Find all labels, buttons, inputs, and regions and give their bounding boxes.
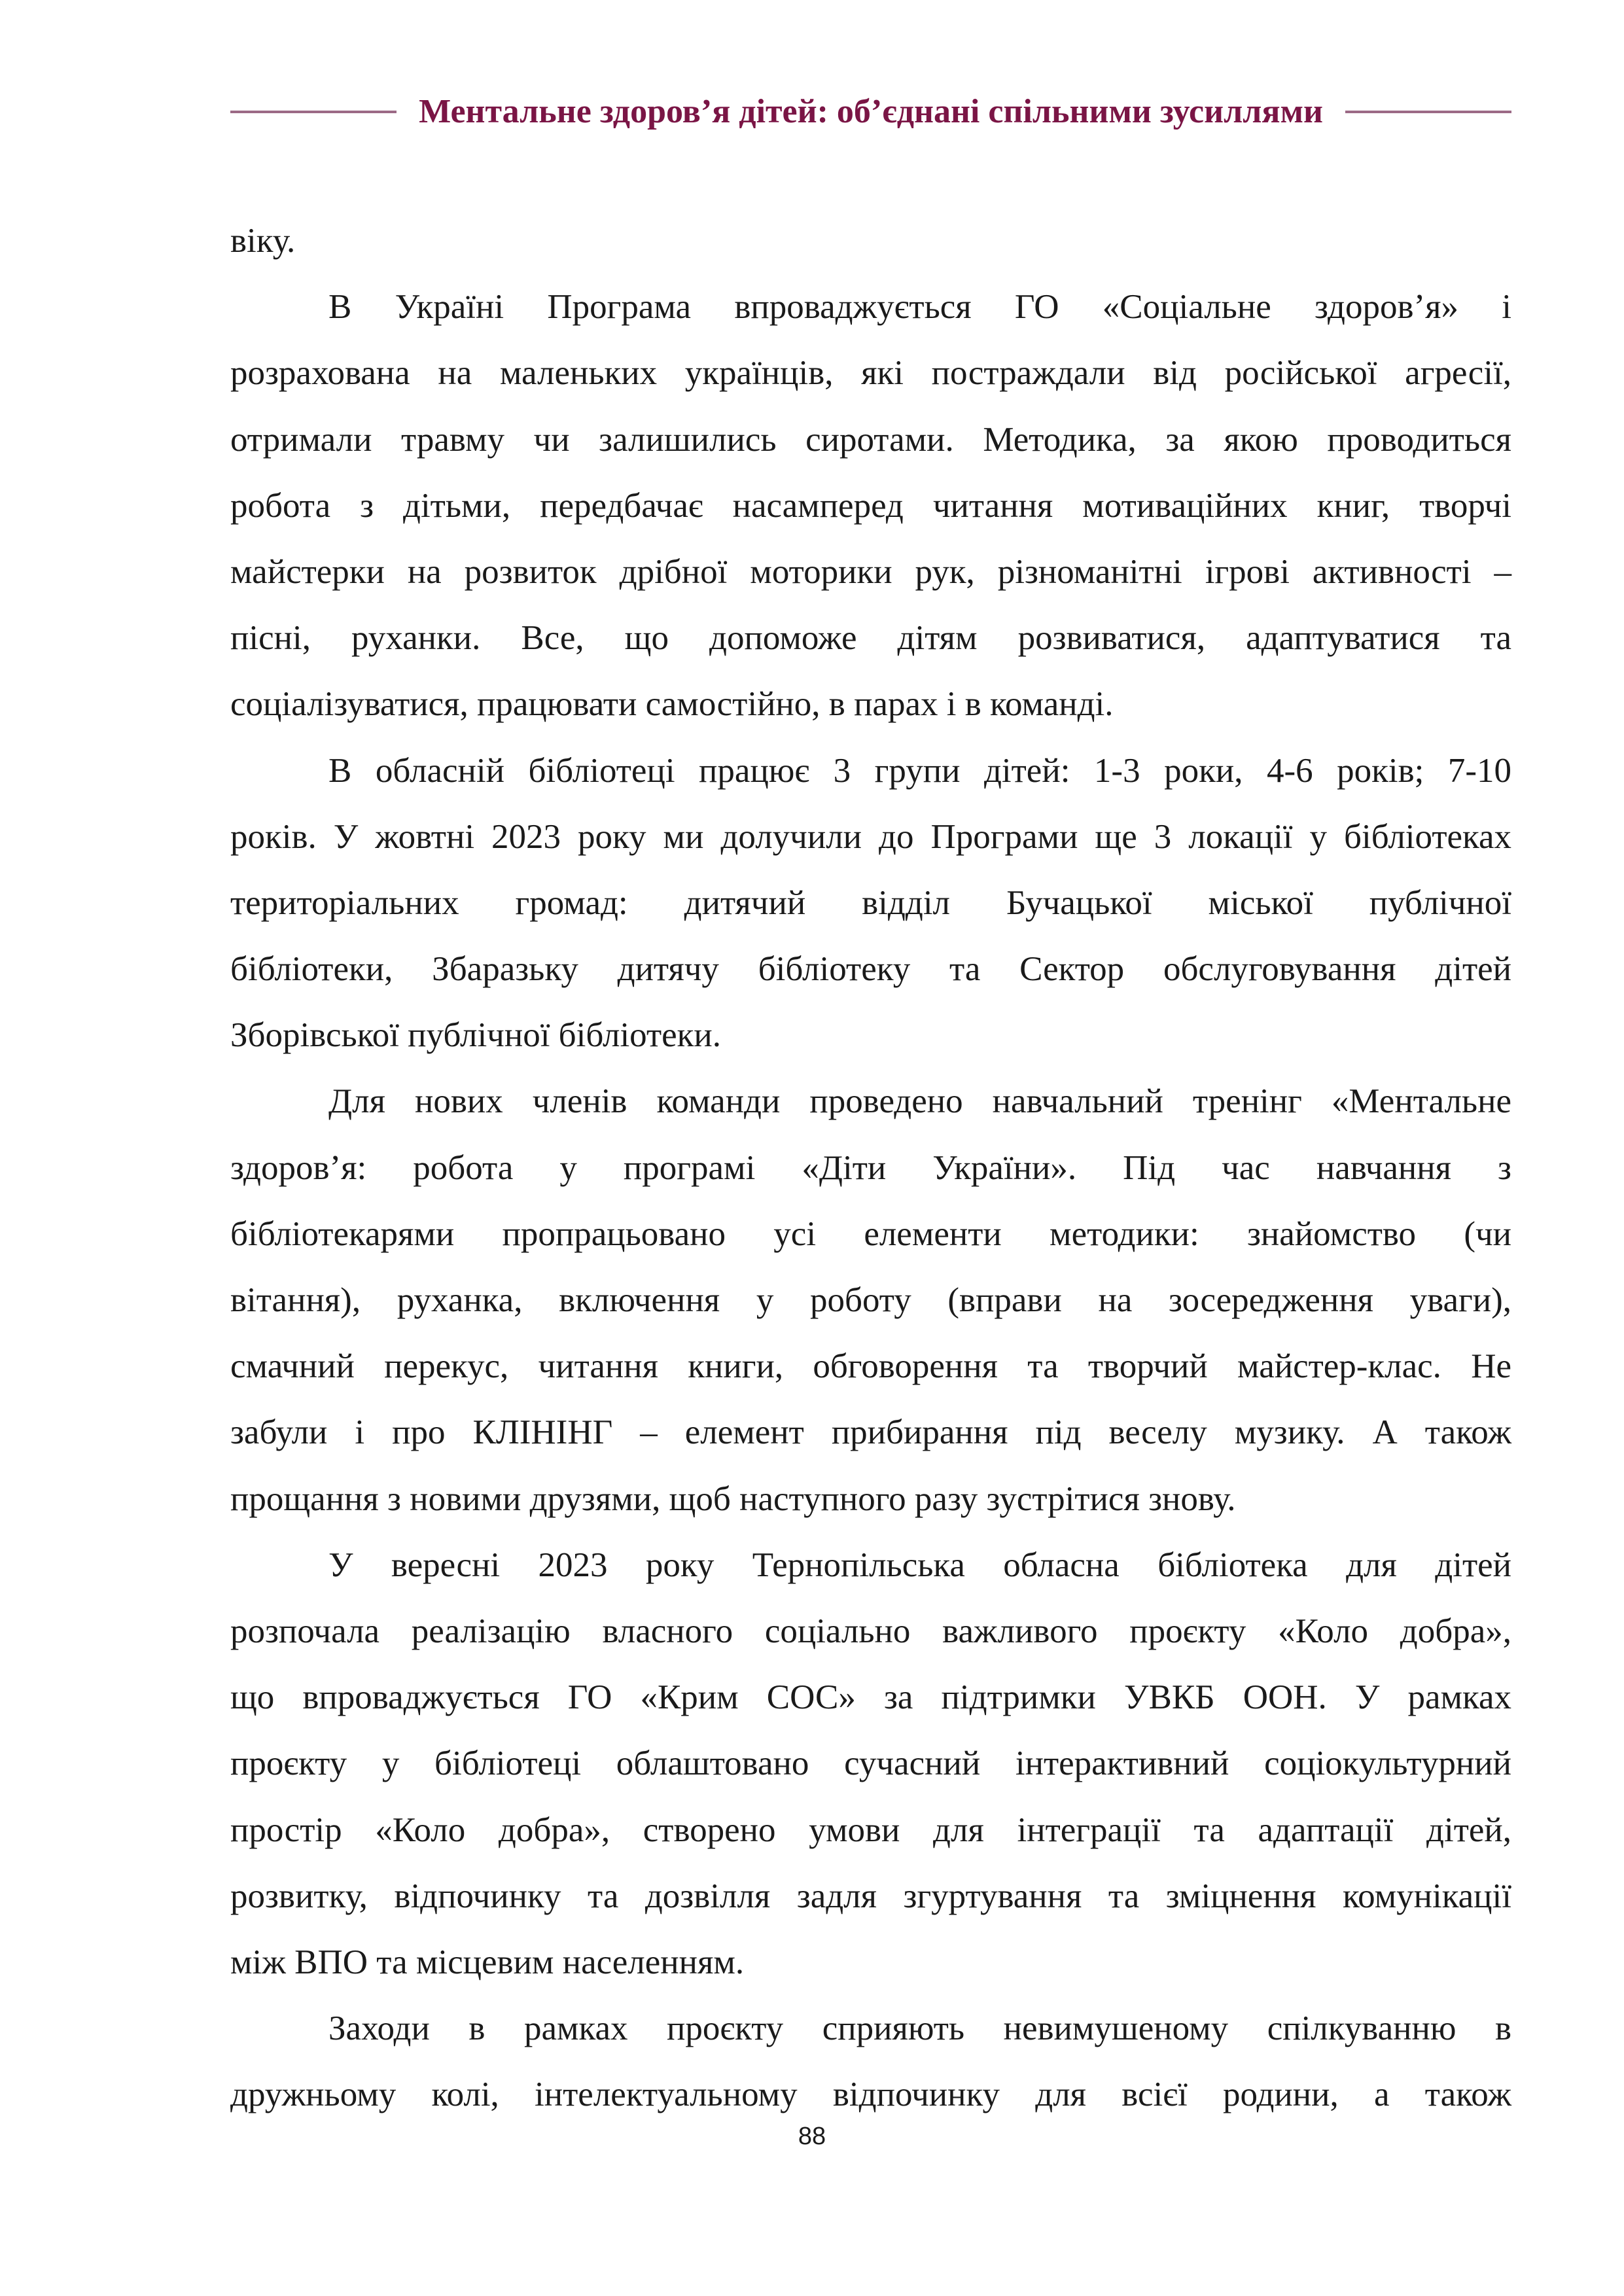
text-line: майстерки на розвиток дрібної моторики рук, різноманітні ігрові активності – [230,552,1511,591]
paragraph-program-ukraine [230,274,1511,737]
text-line: Зборівської публічної бібліотеки. [230,1016,722,1055]
text-line: що впроваджується ГО «Крим СОС» за підтримки УВКБ ООН. У рамках [230,1678,1511,1717]
text-line: отримали травму чи залишились сиротами. Методика, за якою проводиться [230,420,1511,459]
header-rule-left [230,111,397,113]
text-line: пісні, руханки. Все, що допоможе дітям розвиватися, адаптуватися та [230,619,1511,658]
text-line: територіальних громад: дитячий відділ Бучацької міської публічної [230,883,1511,922]
text-line: Заходи в рамках проєкту сприяють невимушеному спілкуванню в [328,2009,1511,2048]
text-line: простір «Коло добра», створено умови для інтеграції та адаптації дітей, [230,1810,1511,1849]
text-line: років. У жовтні 2023 року ми долучили до Програми ще 3 локації у бібліотеках [230,817,1511,856]
text-line: здоров’я: робота у програмі «Діти України». Під час навчання з [230,1148,1511,1187]
text-line: В обласній бібліотеці працює 3 групи дітей: 1-3 роки, 4-6 років; 7-10 [328,751,1511,790]
text-line: В Україні Програма впроваджується ГО «Соціальне здоров’я» і [328,288,1511,327]
paragraph-regional-library [230,738,1511,1069]
text-line: смачний перекус, читання книги, обговорення та творчий майстер-клас. Не [230,1347,1511,1386]
text-line: соціалізуватися, працювати самостійно, в парах і в команді. [230,685,1114,724]
text-line: бібліотеки, Збаразьку дитячу бібліотеку та Сектор обслуговування дітей [230,950,1511,989]
text-line: бібліотекарями пропрацьовано усі елементи методики: знайомство (чи [230,1214,1511,1253]
text-line: розвитку, відпочинку та дозвілля задля згуртування та зміцнення комунікації [230,1877,1511,1915]
header-rule-right [1345,111,1511,113]
body-text [230,208,1511,2128]
page-number: 88 [798,2123,826,2150]
text-line: дружньому колі, інтелектуальному відпочинку для всієї родини, а також [230,2075,1511,2114]
paragraph-project-events [230,1996,1511,2128]
text-line: розпочала реалізацію власного соціально важливого проєкту «Коло добра», [230,1612,1511,1650]
text-line: розрахована на маленьких українців, які постраждали від російської агресії, [230,354,1511,393]
text-line: Для нових членів команди проведено навчальний тренінг «Ментальне [328,1082,1511,1121]
text-line: віку. [230,222,296,260]
paragraph-training [230,1069,1511,1532]
paragraph-circle-of-kindness [230,1532,1511,1996]
header-title: Ментальне здоров’я дітей: об’єднані спільними зусиллями [419,93,1323,130]
text-line: проєкту у бібліотеці облаштовано сучасний інтерактивний соціокультурний [230,1744,1511,1783]
text-line: між ВПО та місцевим населенням. [230,1943,745,1981]
text-line: робота з дітьми, передбачає насамперед читання мотиваційних книг, творчі [230,486,1511,525]
running-header [230,89,1511,135]
text-line: вітання), руханка, включення у роботу (вправи на зосередження уваги), [230,1281,1511,1319]
text-line: прощання з новими друзями, щоб наступного разу зустрітися знову. [230,1479,1236,1518]
text-line: забули і про КЛІНІНГ – елемент прибирання під веселу музику. А також [230,1413,1511,1452]
text-line: У вересні 2023 року Тернопільська обласна бібліотека для дітей [328,1545,1511,1584]
paragraph-continuation [230,208,1511,274]
